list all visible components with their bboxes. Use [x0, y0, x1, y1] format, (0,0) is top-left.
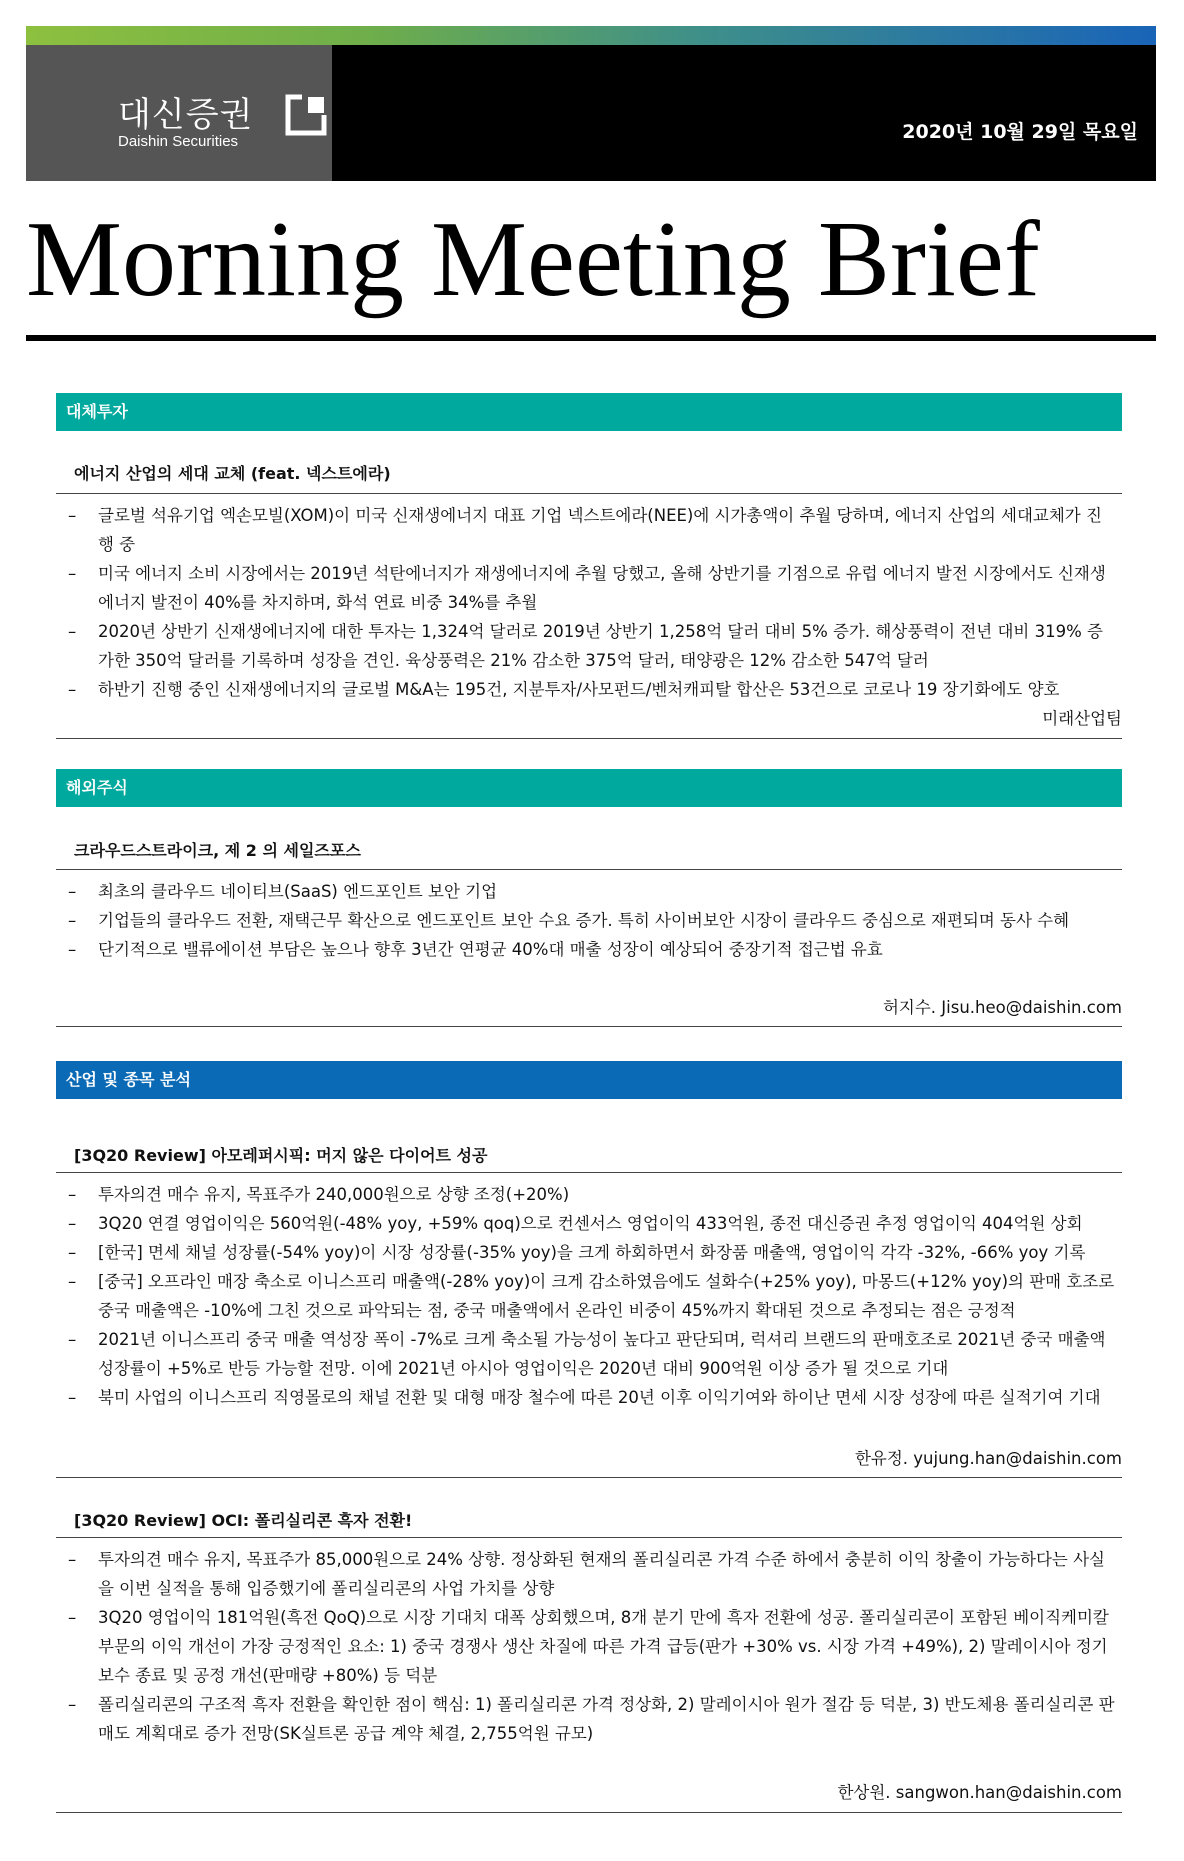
divider	[56, 1477, 1122, 1478]
list-item: – 기업들의 클라우드 전환, 재택근무 확산으로 엔드포인트 보안 수요 증가. 특히 사이버보안 시장이 클라우드 중심으로 재편되며 동사 수혜	[62, 906, 1116, 935]
article-author: 한상원. sangwon.han@daishin.com	[837, 1783, 1122, 1802]
section-bar-alternative-investment: 대체투자	[56, 393, 1122, 431]
header-gradient-bar	[26, 26, 1156, 45]
list-item: – [중국] 오프라인 매장 축소로 이니스프리 매출액(-28% yoy)이 크게 감소하였음에도 설화수(+25% yoy), 마몽드(+12% yoy)의 판매 호조로 중국 매출액은 -10%에 그친 것으로 파악되는 점, 중국 매출액에서 온라인 비중이 45%까지 확대된 것으로 추정되는 점은 긍정적	[62, 1267, 1116, 1325]
article-title: [3Q20 Review] 아모레퍼시픽: 머지 않은 다이어트 성공	[74, 1146, 488, 1165]
section-bar-industry-analysis: 산업 및 종목 분석	[56, 1061, 1122, 1099]
bullet-list	[62, 1545, 1116, 1748]
divider	[56, 1026, 1122, 1027]
list-item: – 최초의 클라우드 네이티브(SaaS) 엔드포인트 보안 기업	[62, 877, 1116, 906]
bullet-list	[62, 501, 1116, 704]
divider	[56, 1172, 1122, 1173]
logo-english: Daishin Securities	[118, 133, 239, 150]
list-item: – 미국 에너지 소비 시장에서는 2019년 석탄에너지가 재생에너지에 추월 당했고, 올해 상반기를 기점으로 유럽 에너지 발전 시장에서도 신재생에너지 발전이 40%를 차지하며, 화석 연료 비중 34%를 추월	[62, 559, 1116, 617]
divider	[56, 1537, 1122, 1538]
list-item: – 하반기 진행 중인 신재생에너지의 글로벌 M&A는 195건, 지분투자/사모펀드/벤처캐피탈 합산은 53건으로 코로나 19 장기화에도 양호	[62, 675, 1116, 704]
article-author: 허지수. Jisu.heo@daishin.com	[882, 998, 1122, 1017]
list-item: – 북미 사업의 이니스프리 직영몰로의 채널 전환 및 대형 매장 철수에 따른 20년 이후 이익기여와 하이난 면세 시장 성장에 따른 실적기여 기대	[62, 1383, 1116, 1412]
article-title: 크라우드스트라이크, 제 2 의 세일즈포스	[74, 841, 361, 860]
article-author: 한유정. yujung.han@daishin.com	[854, 1449, 1122, 1468]
divider	[56, 869, 1122, 870]
document-title: Morning Meeting Brief	[26, 200, 1040, 319]
logo-block	[26, 45, 332, 181]
divider	[56, 493, 1122, 494]
section-bar-overseas-stocks: 해외주식	[56, 769, 1122, 807]
divider	[56, 1812, 1122, 1813]
list-item: – 투자의견 매수 유지, 목표주가 85,000원으로 24% 상향. 정상화된 현재의 폴리실리콘 가격 수준 하에서 충분히 이익 창출이 가능하다는 사실을 이번 실적을 통해 입증했기에 폴리실리콘의 사업 가치를 상향	[62, 1545, 1116, 1603]
list-item: – 2020년 상반기 신재생에너지에 대한 투자는 1,324억 달러로 2019년 상반기 1,258억 달러 대비 5% 증가. 해상풍력이 전년 대비 319% 증가한 350억 달러를 기록하며 성장을 견인. 육상풍력은 21% 감소한 375억 달러, 태양광은 12% 감소한 547억 달러	[62, 617, 1116, 675]
divider	[56, 738, 1122, 739]
bullet-list	[62, 1180, 1116, 1412]
list-item: – 3Q20 영업이익 181억원(흑전 QoQ)으로 시장 기대치 대폭 상회했으며, 8개 분기 만에 흑자 전환에 성공. 폴리실리콘이 포함된 베이직케미칼 부문의 이익 개선이 가장 긍정적인 요소: 1) 중국 경쟁사 생산 차질에 따른 가격 급등(판가 +30% vs. 시장 가격 +49%), 2) 말레이시아 정기보수 종료 및 공정 개선(판매량 +80%) 등 덕분	[62, 1603, 1116, 1690]
list-item: – 3Q20 연결 영업이익은 560억원(-48% yoy, +59% qoq)으로 컨센서스 영업이익 433억원, 종전 대신증권 추정 영업이익 404억원 상회	[62, 1209, 1116, 1238]
daishin-logo-icon	[282, 91, 330, 139]
list-item: – 폴리실리콘의 구조적 흑자 전환을 확인한 점이 핵심: 1) 폴리실리콘 가격 정상화, 2) 말레이시아 원가 절감 등 덕분, 3) 반도체용 폴리실리콘 판매도 계획대로 증가 전망(SK실트론 공급 계약 체결, 2,755억원 규모)	[62, 1690, 1116, 1748]
list-item: – 투자의견 매수 유지, 목표주가 240,000원으로 상향 조정(+20%)	[62, 1180, 1116, 1209]
list-item: – 글로벌 석유기업 엑손모빌(XOM)이 미국 신재생에너지 대표 기업 넥스트에라(NEE)에 시가총액이 추월 당하며, 에너지 산업의 세대교체가 진행 중	[62, 501, 1116, 559]
article-title: [3Q20 Review] OCI: 폴리실리콘 흑자 전환!	[74, 1511, 413, 1530]
article-title: 에너지 산업의 세대 교체 (feat. 넥스트에라)	[74, 464, 391, 483]
list-item: – 2021년 이니스프리 중국 매출 역성장 폭이 -7%로 크게 축소될 가능성이 높다고 판단되며, 럭셔리 브랜드의 판매호조로 2021년 중국 매출액 성장률이 +5%로 반등 가능할 전망. 이에 2021년 아시아 영업이익은 2020년 대비 900억원 이상 증가 될 것으로 기대	[62, 1325, 1116, 1383]
article-author: 미래산업팀	[1042, 709, 1122, 728]
bullet-list	[62, 877, 1116, 964]
title-underline	[26, 335, 1156, 341]
publication-date: 2020년 10월 29일 목요일	[902, 121, 1138, 143]
header-banner	[26, 45, 1156, 181]
logo-korean: 대신증권	[118, 95, 254, 135]
list-item: – 단기적으로 밸류에이션 부담은 높으나 향후 3년간 연평균 40%대 매출 성장이 예상되어 중장기적 접근법 유효	[62, 935, 1116, 964]
list-item: – [한국] 면세 채널 성장률(-54% yoy)이 시장 성장률(-35% yoy)을 크게 하회하면서 화장품 매출액, 영업이익 각각 -32%, -66% yoy 기록	[62, 1238, 1116, 1267]
